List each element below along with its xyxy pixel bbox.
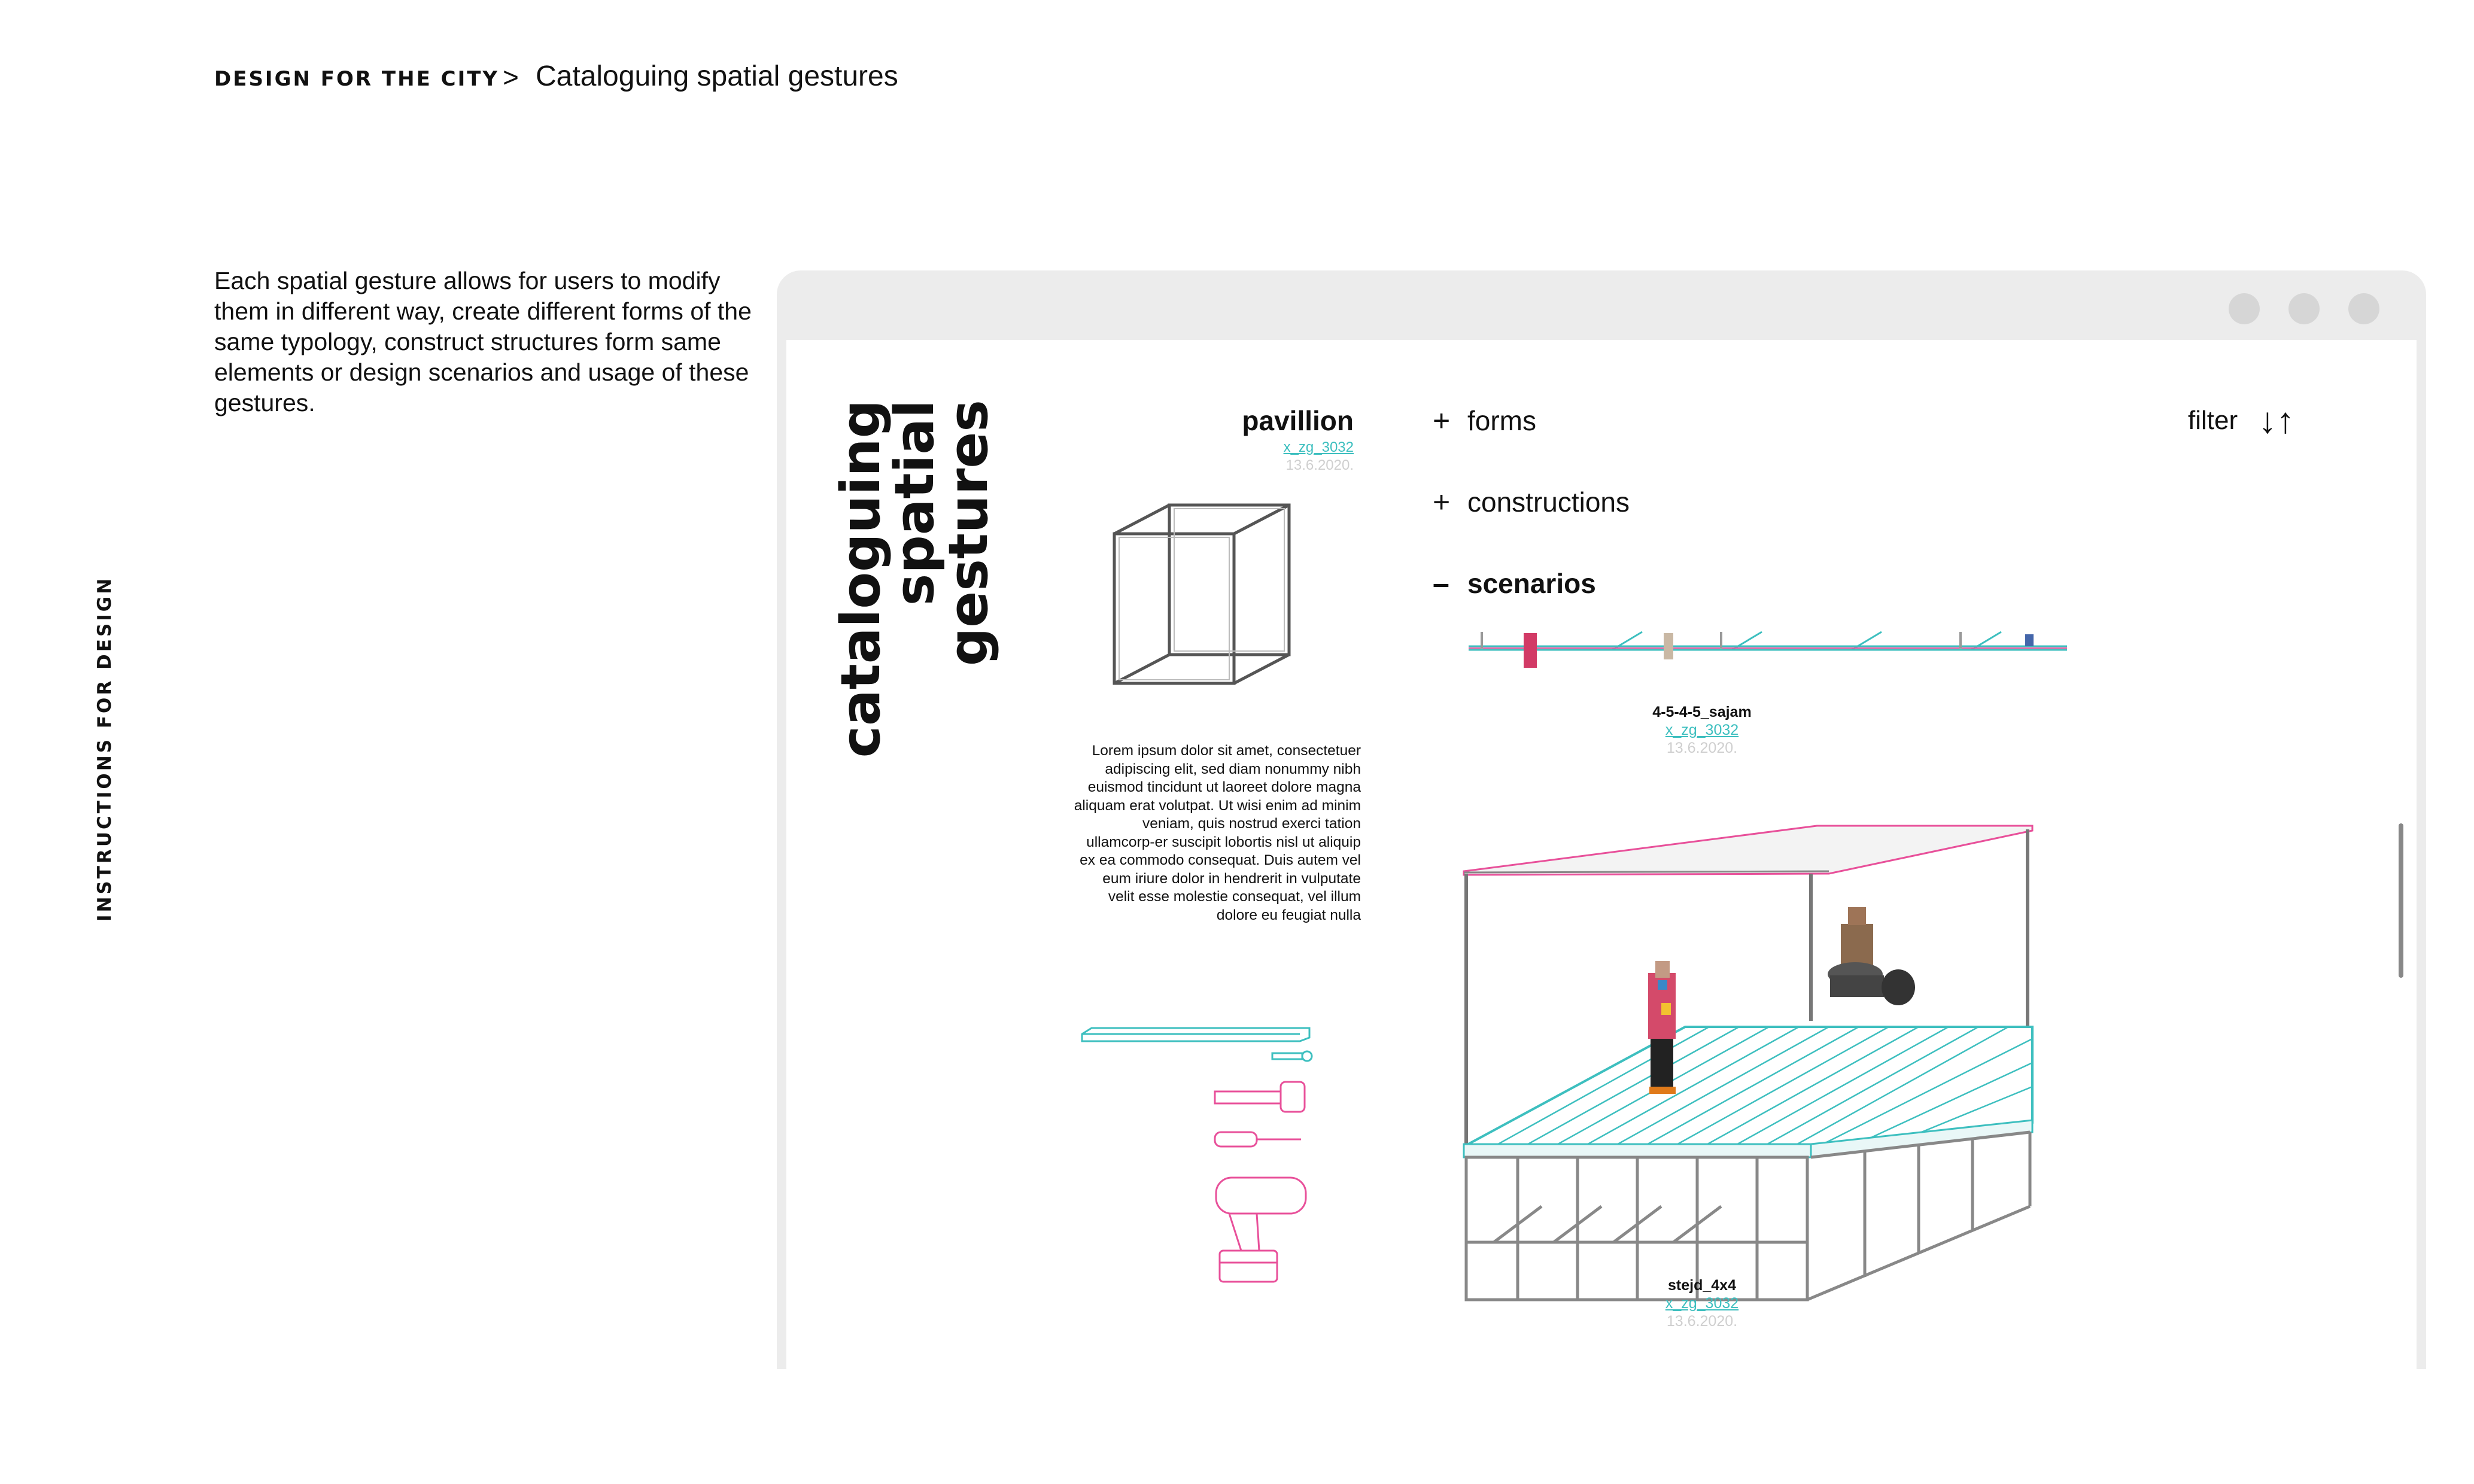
- item-description: Lorem ipsum dolor sit amet, consectetuer adipiscing elit, sed diam nonummy nibh euismod tincidunt ut laoreet dolore magna aliquam erat volutpat. Ut wisi enim ad minim veniam, quis nostrud exerci tation ullamcorp-er suscipit lobortis nisl ut aliquip ex ea commodo consequat. Duis autem vel eum iriure dolor in hendrerit in vulputate velit esse molestie consequat, vel illum dolore eu feugiat nulla: [1074, 743, 1361, 923]
- scenario-date: 13.6.2020.: [1666, 1313, 1738, 1330]
- menu-label: constructions: [1467, 486, 1630, 518]
- app-viewport: [786, 340, 2417, 1369]
- item-title: pavillion: [1242, 405, 1354, 436]
- breadcrumb-separator: >: [503, 62, 519, 93]
- expand-plus-icon: +: [1433, 485, 1451, 519]
- collapse-minus-icon: –: [1433, 567, 1449, 600]
- app-title: [829, 400, 1014, 783]
- scenario-code-link[interactable]: x_zg_3032: [1665, 1295, 1739, 1312]
- menu-label: scenarios: [1467, 568, 1596, 599]
- scenario-name[interactable]: stejd_4x4: [1668, 1277, 1736, 1294]
- breadcrumb[interactable]: Cataloguing spatial gestures: [536, 60, 898, 92]
- expand-plus-icon: +: [1433, 404, 1451, 437]
- menu-item-forms[interactable]: [1433, 403, 1536, 438]
- menu-item-constructions[interactable]: [1433, 485, 1630, 519]
- performer-handpan: [1828, 907, 1915, 1005]
- filter-button[interactable]: filter: [2188, 406, 2238, 435]
- menu-label: forms: [1467, 405, 1536, 436]
- item-date: 13.6.2020.: [1285, 457, 1354, 473]
- app-title-line: gestures: [937, 400, 1000, 667]
- browser-window: [777, 270, 2426, 1369]
- scenario-code-link[interactable]: x_zg_3032: [1665, 722, 1739, 738]
- window-control-dot[interactable]: [2288, 293, 2320, 324]
- scenario-image-sajam[interactable]: [1469, 628, 2259, 670]
- window-control-dot[interactable]: [2229, 293, 2260, 324]
- sort-arrows-icon[interactable]: ↓↑: [2259, 400, 2294, 440]
- scenario-image-stejd[interactable]: [1458, 823, 2056, 1320]
- brand-link[interactable]: DESIGN FOR THE CITY: [214, 67, 500, 91]
- intro-text: Each spatial gesture allows for users to modify them in different way, create different forms of the same typology, construct structures form same elements or design scenarios and usage of these gestures.: [214, 267, 752, 416]
- scenario-name[interactable]: 4-5-4-5_sajam: [1652, 704, 1752, 720]
- app-title-line: cataloguing: [829, 400, 892, 758]
- tools-illustration: [1080, 1026, 1319, 1289]
- scenario-date: 13.6.2020.: [1666, 740, 1738, 756]
- scrollbar[interactable]: [2399, 823, 2403, 978]
- menu-item-scenarios[interactable]: [1433, 566, 1596, 601]
- performer-trumpet: [1648, 961, 1676, 1094]
- side-section-label: INSTRUCTIONS FOR DESIGN: [94, 576, 116, 922]
- pavilion-wireframe-image: [1098, 501, 1313, 693]
- window-control-dot[interactable]: [2348, 293, 2379, 324]
- app-title-line: spatial: [883, 400, 946, 606]
- item-code-link[interactable]: x_zg_3032: [1283, 439, 1354, 455]
